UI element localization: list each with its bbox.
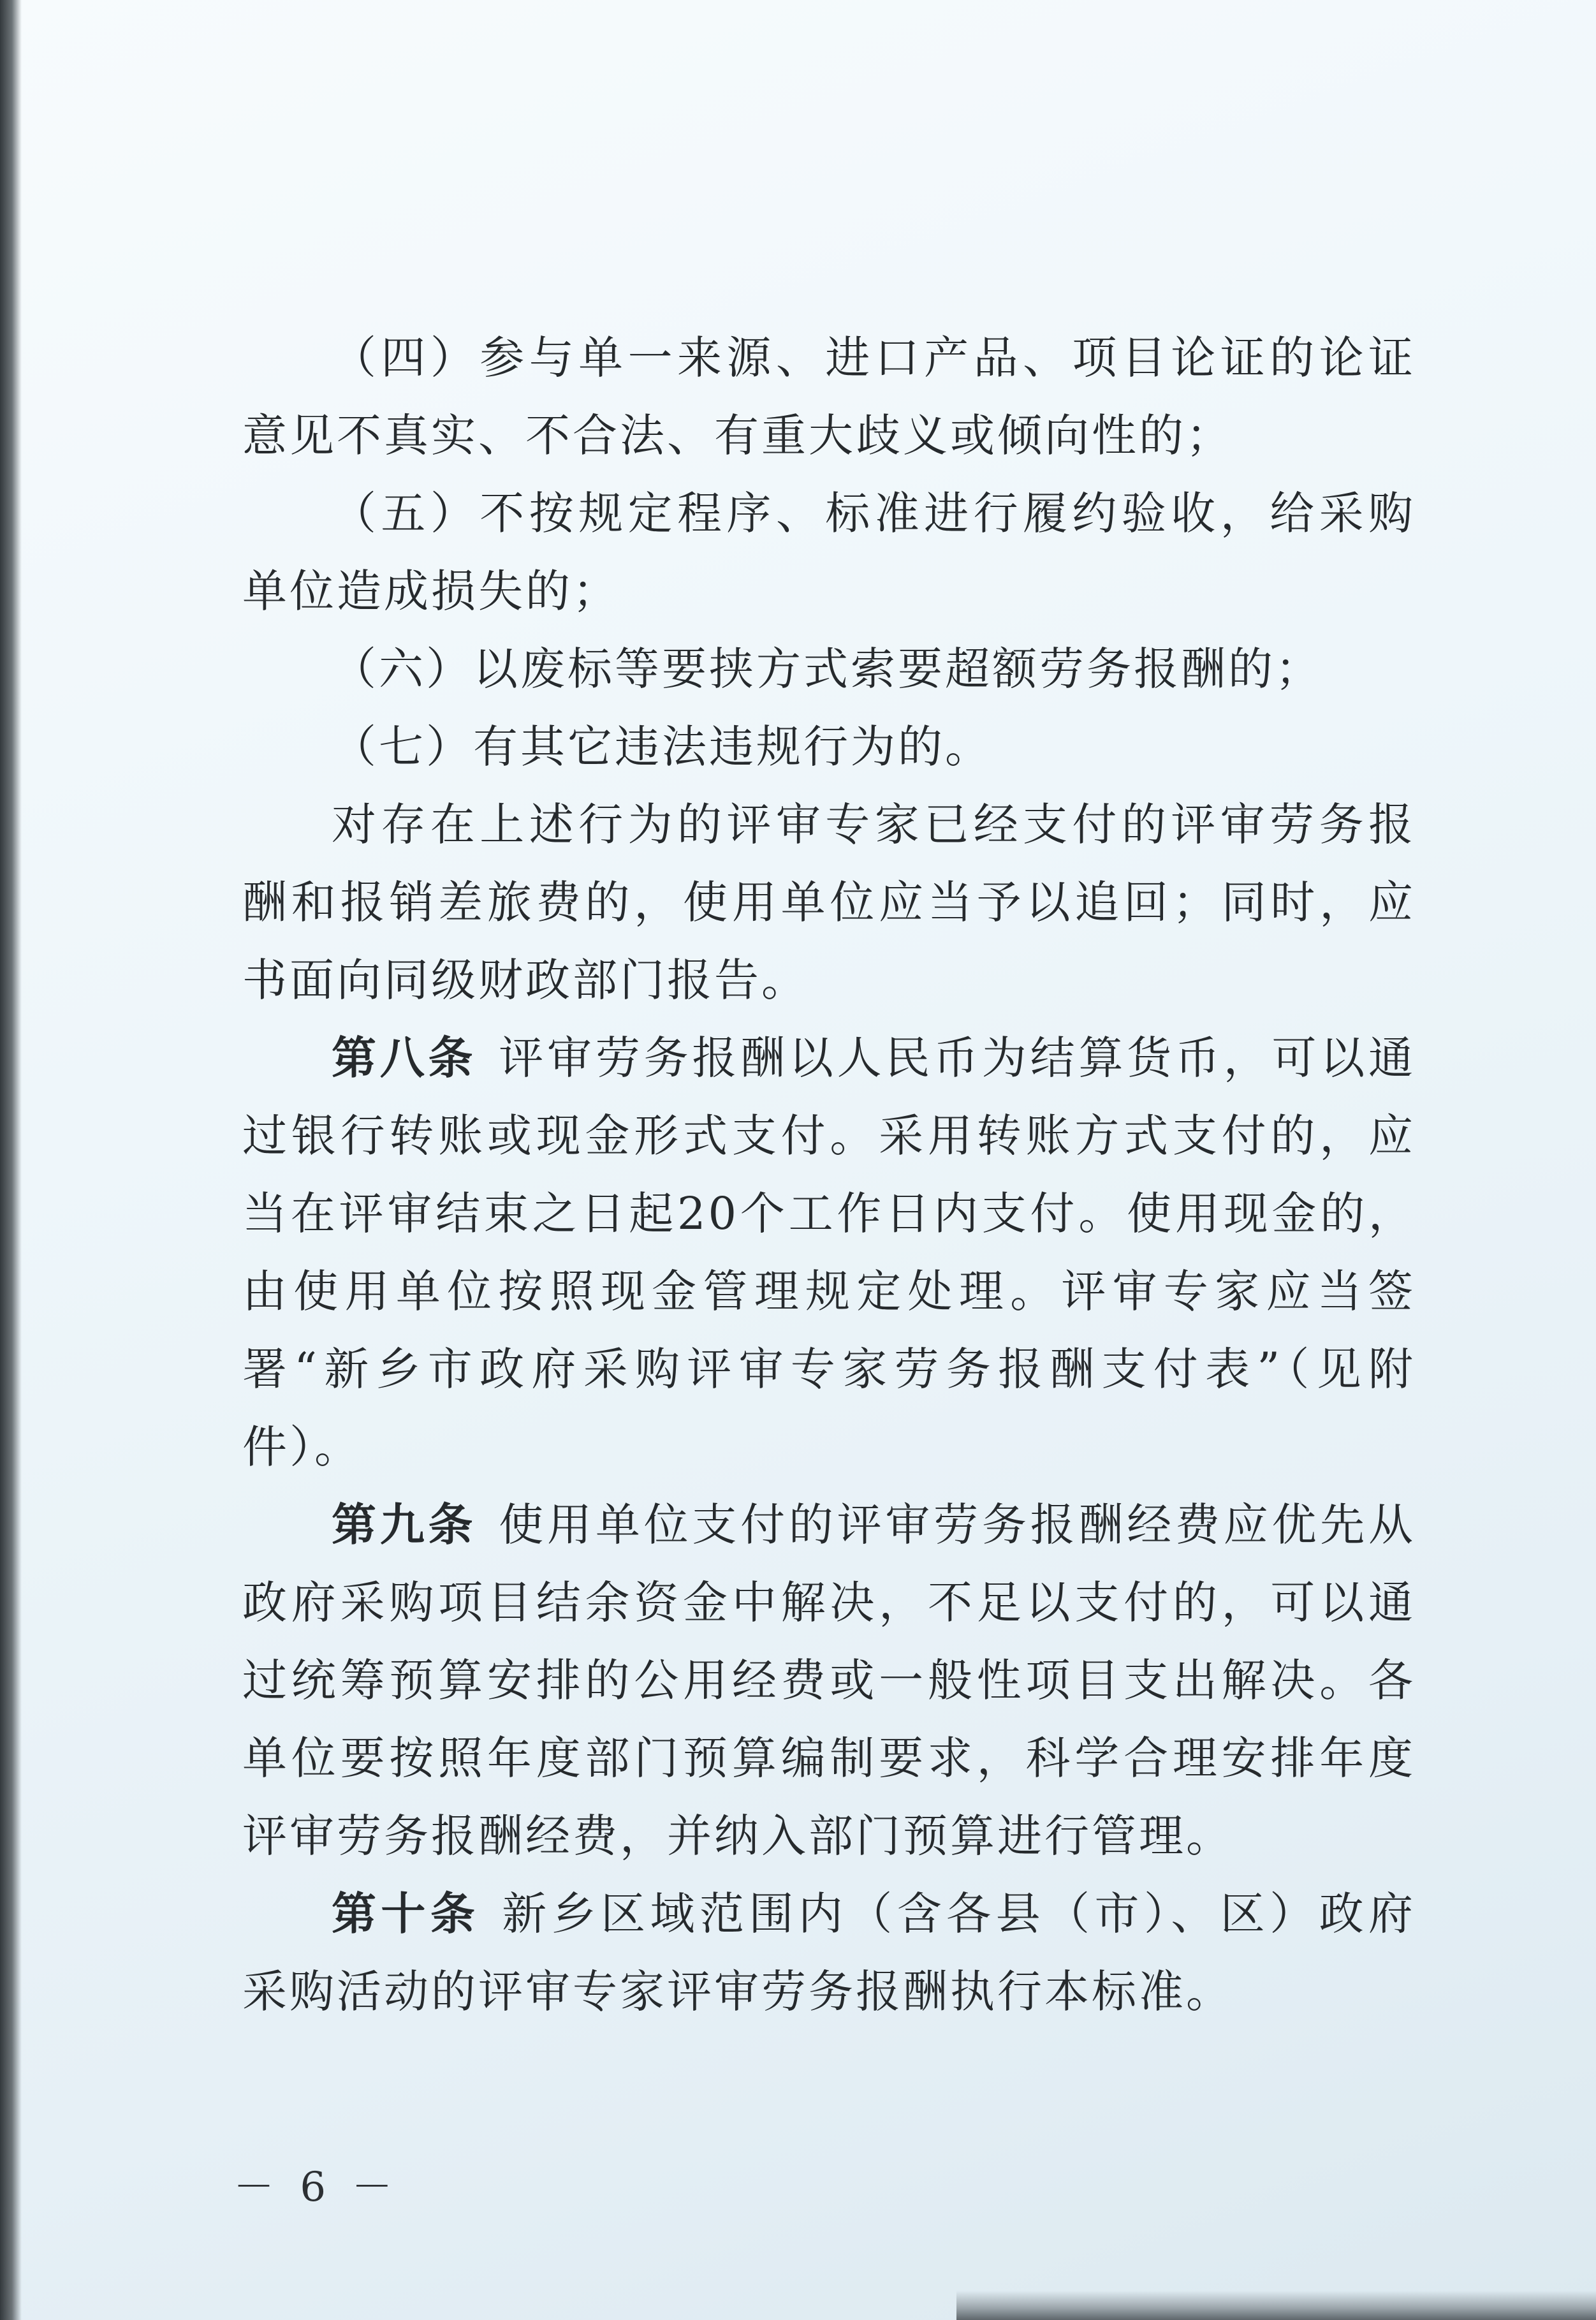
clause-item-6-text: （六）以废标等要挟方式索要超额劳务报酬的； (332, 643, 1322, 695)
clause-item-4 (242, 319, 1416, 474)
article-9 (242, 1486, 1416, 1875)
article-10-number: 第十条 (332, 1888, 480, 1940)
clause-item-6 (242, 630, 1416, 708)
article-8 (242, 1019, 1416, 1486)
document-body (242, 319, 1416, 2030)
article-8-number: 第八条 (332, 1032, 477, 1084)
clause-item-7-text: （七）有其它违法违规行为的。 (332, 721, 992, 773)
article-9-number: 第九条 (332, 1499, 477, 1551)
clause-item-5-text: （五）不按规定程序、标准进行履约验收，给采购单位造成损失的； (242, 487, 1416, 617)
article-10 (242, 1875, 1416, 2030)
page-bottom-shadow (956, 2291, 1596, 2320)
article-9-text: 使用单位支付的评审劳务报酬经费应优先从政府采购项目结余资金中解决，不足以支付的，可以通过统筹预算安排的公用经费或一般性项目支出解决。各单位要按照年度部门预算编制要求，科学合理安排年度评审劳务报酬经费，并纳入部门预算进行管理。 (242, 1499, 1416, 1862)
article-10-text: 新乡区域范围内（含各县（市）、区）政府采购活动的评审专家评审劳务报酬执行本标准。 (242, 1888, 1416, 2018)
clause-item-4-text: （四）参与单一来源、进口产品、项目论证的论证意见不真实、不合法、有重大歧义或倾向性的； (242, 332, 1416, 462)
clause-item-5 (242, 474, 1416, 630)
article-8-text: 评审劳务报酬以人民币为结算货币，可以通过银行转账或现金形式支付。采用转账方式支付的，应当在评审结束之日起20个工作日内支付。使用现金的，由使用单位按照现金管理规定处理。评审专家应当签署“新乡市政府采购评审专家劳务报酬支付表”（见附件）。 (242, 1032, 1416, 1473)
page-number: － 6 － (233, 2164, 399, 2211)
page-left-shadow (0, 0, 22, 2320)
recovery-paragraph-text: 对存在上述行为的评审专家已经支付的评审劳务报酬和报销差旅费的，使用单位应当予以追回；同时，应书面向同级财政部门报告。 (242, 798, 1416, 1006)
clause-item-7 (242, 708, 1416, 786)
recovery-paragraph (242, 786, 1416, 1019)
